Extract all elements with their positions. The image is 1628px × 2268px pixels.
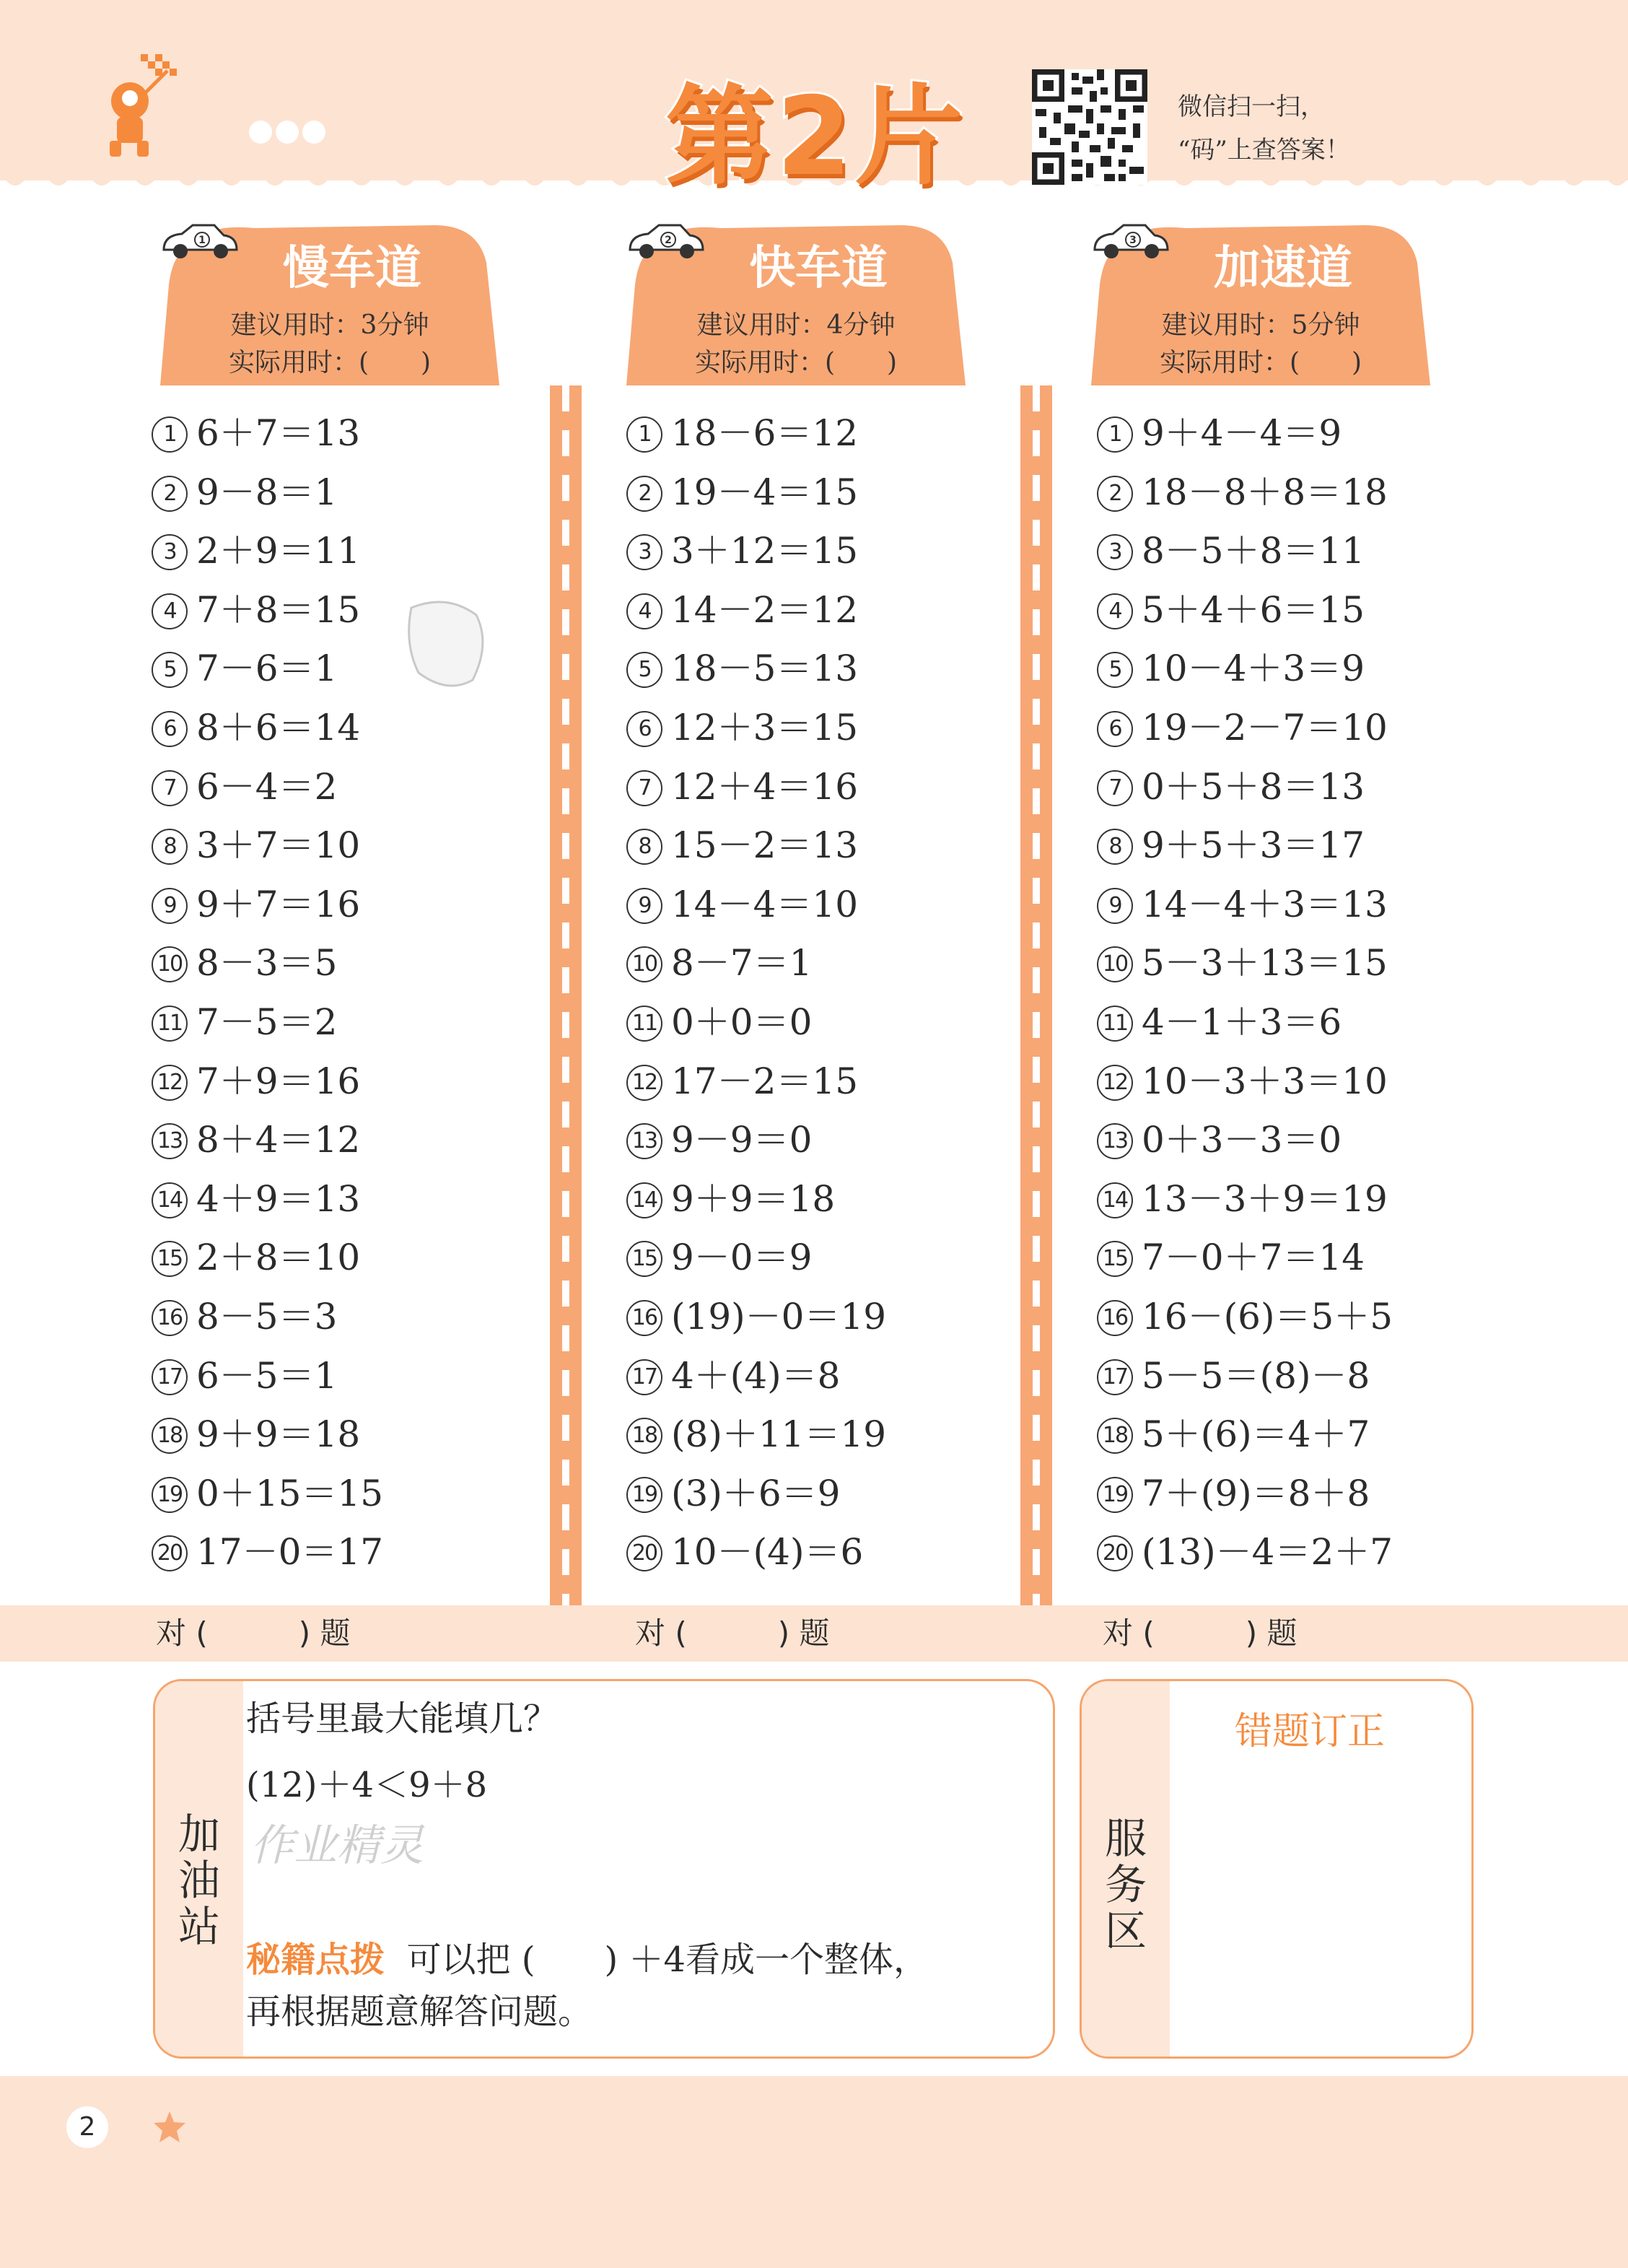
lane-title: 慢车道 [283,242,421,295]
problem-item [152,471,337,514]
road-divider [1020,385,1052,1605]
tip-label: 秘籍点拨 [246,1940,385,1980]
tip-line-2: 再根据题意解答问题。 [246,1992,593,2032]
problem-text: 0＋3－3＝0 [1142,1119,1342,1161]
problem-item [152,1000,337,1044]
page-number: 2 [66,2106,108,2148]
problem-text: (3)＋6＝9 [671,1472,841,1514]
watermark-text: 作业精灵 [250,1820,424,1871]
lane-header-fast [626,219,966,385]
problem-text: 7－6＝1 [196,647,338,690]
problem-text: 9＋7＝16 [196,883,361,925]
problem-text: 3＋12＝15 [671,530,859,572]
problem-item [152,529,360,572]
problem-number: 18 [1097,1418,1133,1454]
race-car-icon [1091,219,1170,263]
problem-number: 11 [152,1006,188,1042]
problem-number: 5 [626,652,662,688]
problem-number: 3 [626,534,662,570]
problem-text: 0＋5＋8＝13 [1142,765,1365,808]
service-label-2: 务 [1104,1860,1147,1909]
problem-item [626,824,858,867]
scan-line-2: “码”上查答案！ [1178,136,1350,165]
problem-text: 14－4＋3＝13 [1142,883,1388,925]
problem-item [626,1295,886,1338]
problem-item [152,1118,360,1161]
problem-text: 6＋7＝13 [196,412,361,454]
problem-text: 7＋8＝15 [196,588,361,631]
problem-number: 10 [152,946,188,982]
booster-label-2: 油 [178,1856,220,1905]
lane-title: 加速道 [1214,242,1352,295]
problem-text: 16－(6)＝5＋5 [1142,1296,1393,1338]
problem-number: 20 [152,1535,188,1571]
problem-item [152,647,337,690]
problem-number: 6 [152,711,188,747]
problem-number: 3 [1097,534,1133,570]
problem-text: 17－0＝17 [196,1531,384,1574]
lane-header-boost [1091,219,1430,385]
problem-text: 18－5＝13 [671,647,859,690]
score-fast: 对 ( ) 题 [635,1615,830,1651]
problem-number: 10 [1097,946,1133,982]
problem-item [152,1530,383,1574]
problem-item [152,588,360,632]
problem-text: 7－5＝2 [196,1001,338,1043]
problem-number: 4 [626,593,662,629]
problem-number: 19 [1097,1477,1133,1513]
problem-number: 15 [1097,1241,1133,1277]
tip-line-1 [246,1938,928,1981]
race-car-icon [160,219,240,263]
problem-text: 4－1＋3＝6 [1142,1001,1342,1043]
problem-item [1097,706,1388,749]
problem-text: 8＋4＝12 [196,1119,361,1161]
problem-number: 9 [152,888,188,924]
problem-text: 9－9＝0 [671,1119,813,1161]
problem-item [1097,1413,1370,1456]
problem-number: 8 [1097,829,1133,865]
tip-text: 可以把 ( ) ＋4看成一个整体， [406,1940,929,1980]
problem-item [1097,1060,1388,1103]
problem-number: 6 [1097,711,1133,747]
problem-text: 8－5＋8＝11 [1142,530,1365,572]
service-area [1080,1679,1474,2059]
problem-item [152,883,360,926]
race-car-icon [626,219,706,263]
problem-item [152,765,337,808]
problem-number: 5 [1097,652,1133,688]
problem-item [1097,883,1388,926]
problem-text: 9－0＝9 [671,1237,813,1279]
problem-number: 17 [626,1359,662,1395]
problem-item [152,1354,337,1397]
suggested-time: 建议用时：3分钟 [230,310,429,340]
problem-number: 18 [152,1418,188,1454]
problem-item [1097,1118,1342,1161]
problem-text: 19－2－7＝10 [1142,707,1388,749]
problem-text: 14－4＝10 [671,883,859,925]
correction-title: 错题订正 [1235,1710,1386,1753]
problem-number: 14 [1097,1182,1133,1218]
problem-text: 5＋4＋6＝15 [1142,588,1365,631]
scan-instructions [1178,85,1409,172]
problem-item [152,1236,360,1279]
problem-number: 6 [626,711,662,747]
problem-item [626,1354,840,1397]
problem-text: 10－3＋3＝10 [1142,1060,1388,1102]
suggested-time: 建议用时：5分钟 [1161,310,1360,340]
problem-text: 18－8＋8＝18 [1142,471,1388,513]
problem-item [626,1060,858,1103]
scan-line-1: 微信扫一扫， [1178,92,1325,121]
problem-text: 5－5＝(8)－8 [1142,1354,1370,1397]
booster-label-3: 站 [178,1902,220,1951]
problem-text: 14－2＝12 [671,588,859,631]
actual-time: 实际用时：( ) [1159,348,1362,378]
qr-code-icon[interactable] [1032,69,1147,185]
problem-number: 17 [152,1359,188,1395]
problem-text: 10－(4)＝6 [671,1531,864,1574]
problem-text: 2＋8＝10 [196,1237,361,1279]
problem-number: 2 [1097,476,1133,512]
actual-time: 实际用时：( ) [694,348,898,378]
problem-text: 8－3＝5 [196,942,338,985]
problem-text: (19)－0＝19 [671,1296,887,1338]
problem-text: 9＋5＋3＝17 [1142,824,1365,867]
problem-item [626,941,812,985]
booster-label-1: 加 [178,1810,220,1859]
problem-text: 9＋9＝18 [196,1413,361,1456]
footer-band [0,2076,1628,2268]
problem-text: 7＋9＝16 [196,1060,361,1102]
problem-item [1097,1000,1342,1044]
problem-text: 9－8＝1 [196,471,338,513]
problem-text: 4＋(4)＝8 [671,1354,841,1397]
problem-number: 13 [1097,1123,1133,1159]
problem-number: 16 [626,1300,662,1336]
problem-text: 13－3＋9＝19 [1142,1177,1388,1220]
problem-number: 1 [1097,416,1133,453]
problem-text: 0＋15＝15 [196,1472,384,1514]
problem-item [626,529,858,572]
problem-item [626,1530,863,1574]
problem-text: (13)－4＝2＋7 [1142,1531,1393,1574]
problem-number: 17 [1097,1359,1133,1395]
problem-text: 8－7＝1 [671,942,813,985]
booster-question: 括号里最大能填几？ [246,1698,559,1739]
problem-item [626,1413,886,1456]
problem-item [626,411,858,455]
problem-item [1097,824,1365,867]
problem-number: 8 [626,829,662,865]
road-divider [550,385,582,1605]
problem-text: 6－4＝2 [196,765,338,808]
problem-number: 14 [152,1182,188,1218]
problem-number: 4 [1097,593,1133,629]
problem-text: 7－0＋7＝14 [1142,1237,1365,1279]
booster-station [153,1679,1055,2059]
problem-number: 2 [152,476,188,512]
problem-item [1097,1530,1393,1574]
problem-item [1097,471,1388,514]
problem-number: 18 [626,1418,662,1454]
service-label-3: 区 [1104,1906,1147,1955]
problem-number: 4 [152,593,188,629]
problem-item [626,1236,812,1279]
problem-number: 1 [152,416,188,453]
problem-text: 8－5＝3 [196,1296,338,1338]
problem-text: 0＋0＝0 [671,1001,813,1043]
problem-number: 3 [152,534,188,570]
problem-text: 15－2＝13 [671,824,859,867]
problem-number: 12 [1097,1065,1133,1101]
problem-item [1097,765,1365,808]
problem-item [626,1118,812,1161]
suggested-time: 建议用时：4分钟 [696,310,896,340]
booster-answer: (12)＋4＜9＋8 [246,1765,488,1805]
problem-item [626,1000,812,1044]
car-number: 3 [1129,235,1137,246]
mascot-icon [101,51,188,159]
lane-title: 快车道 [749,242,888,295]
actual-time: 实际用时：( ) [228,348,432,378]
problem-number: 20 [626,1535,662,1571]
problem-item [1097,529,1365,572]
problem-number: 1 [626,416,662,453]
problem-number: 10 [626,946,662,982]
problem-item [1097,1295,1393,1338]
problem-text: 18－6＝12 [671,412,859,454]
problem-text: 9＋4－4＝9 [1142,412,1342,454]
problem-item [626,471,858,514]
problem-item [1097,588,1365,632]
problem-item [626,588,858,632]
problem-text: 17－2＝15 [671,1060,859,1102]
decorative-dots [248,119,327,145]
problem-text: 5－3＋13＝15 [1142,942,1388,985]
problem-number: 7 [1097,770,1133,806]
problem-item [1097,941,1388,985]
star-icon [152,2109,188,2145]
car-number: 2 [665,235,672,246]
problem-number: 5 [152,652,188,688]
score-slow: 对 ( ) 题 [156,1615,351,1651]
problem-item [152,706,360,749]
problem-text: (8)＋11＝19 [671,1413,887,1456]
car-number: 1 [198,235,206,246]
problem-text: 4＋9＝13 [196,1177,361,1220]
problem-item [1097,411,1342,455]
problem-text: 12＋3＝15 [671,707,859,749]
stamp-icon [404,593,491,694]
page-title: 第2片 [665,74,966,200]
problem-item [152,411,360,455]
problem-number: 14 [626,1182,662,1218]
problem-text: 19－4＝15 [671,471,859,513]
problem-item [1097,1236,1365,1279]
problem-number: 16 [1097,1300,1133,1336]
problem-text: 5＋(6)＝4＋7 [1142,1413,1370,1456]
problem-item [152,1413,360,1456]
problem-number: 2 [626,476,662,512]
problem-text: 3＋7＝10 [196,824,361,867]
score-boost: 对 ( ) 题 [1103,1615,1297,1651]
problem-item [626,1472,840,1515]
problem-item [1097,1472,1370,1515]
problem-number: 11 [626,1006,662,1042]
problem-number: 8 [152,829,188,865]
problem-number: 20 [1097,1535,1133,1571]
problem-number: 16 [152,1300,188,1336]
problem-item [152,941,337,985]
problem-item [1097,1177,1388,1221]
problem-item [152,824,360,867]
problem-item [152,1060,360,1103]
problem-number: 12 [152,1065,188,1101]
problem-number: 13 [626,1123,662,1159]
problem-item [626,883,858,926]
problem-number: 7 [626,770,662,806]
problem-number: 9 [626,888,662,924]
problem-item [152,1472,383,1515]
problem-text: 6－5＝1 [196,1354,338,1397]
problem-number: 12 [626,1065,662,1101]
problem-item [1097,1354,1370,1397]
problem-number: 13 [152,1123,188,1159]
problem-text: 2＋9＝11 [196,530,361,572]
problem-item [152,1177,360,1221]
problem-number: 7 [152,770,188,806]
problem-number: 15 [626,1241,662,1277]
problem-number: 11 [1097,1006,1133,1042]
problem-text: 8＋6＝14 [196,707,361,749]
problem-item [152,1295,337,1338]
problem-text: 12＋4＝16 [671,765,859,808]
problem-item [626,1177,835,1221]
problem-item [626,647,858,690]
problem-item [626,765,858,808]
service-label-1: 服 [1104,1814,1147,1863]
problem-number: 15 [152,1241,188,1277]
problem-text: 9＋9＝18 [671,1177,836,1220]
problem-item [626,706,858,749]
problem-number: 19 [152,1477,188,1513]
problem-text: 7＋(9)＝8＋8 [1142,1472,1370,1514]
lane-header-slow [160,219,499,385]
problem-text: 10－4＋3＝9 [1142,647,1365,690]
problem-number: 9 [1097,888,1133,924]
problem-number: 19 [626,1477,662,1513]
problem-item [1097,647,1365,690]
